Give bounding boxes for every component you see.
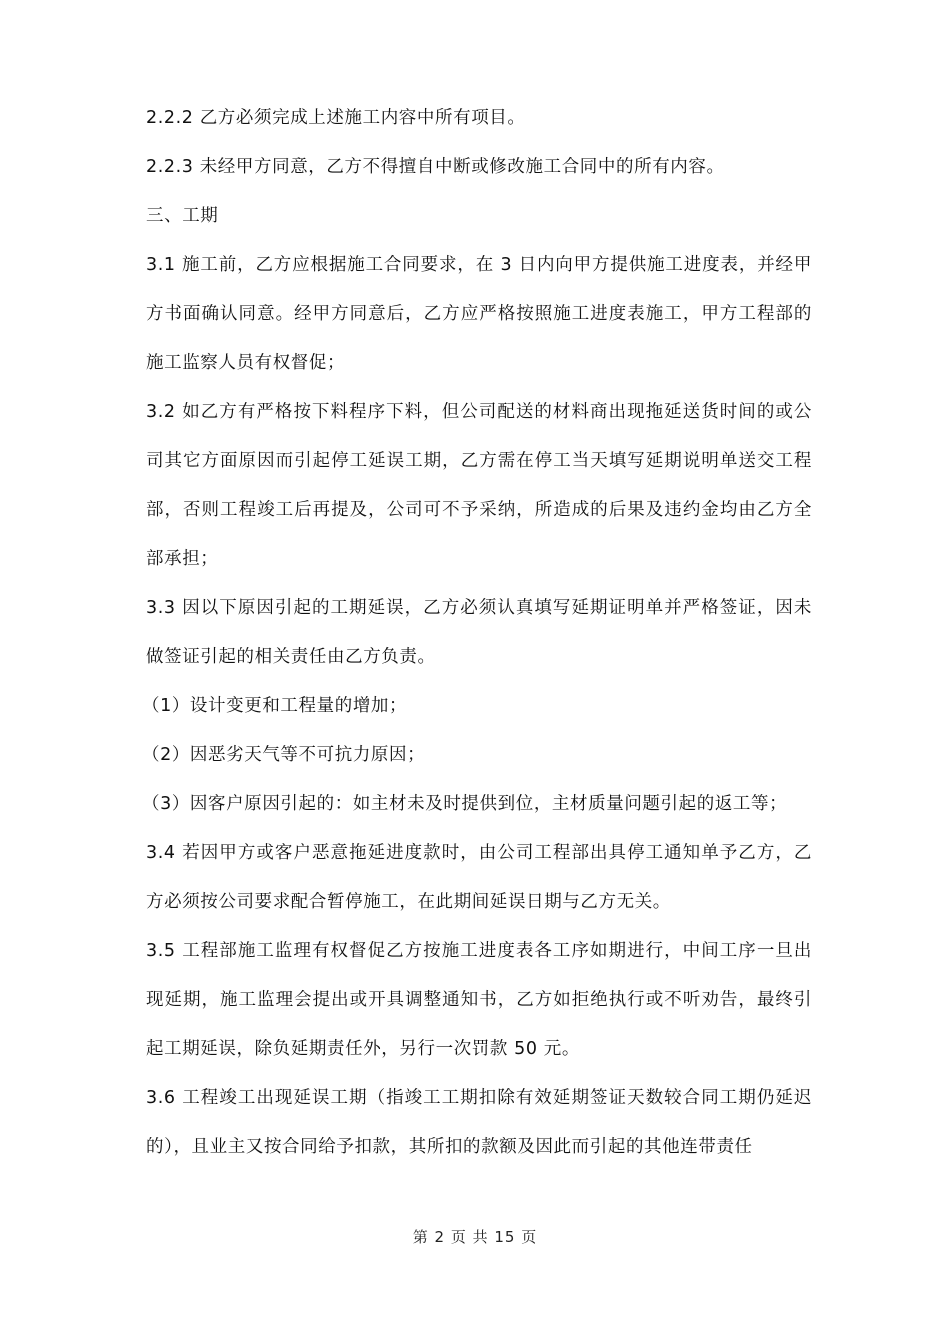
paragraph-3-3: 3.3 因以下原因引起的工期延误，乙方必须认真填写延期证明单并严格签证，因未做签证引起的相关责任由乙方负责。	[146, 598, 812, 667]
paragraph-3-2: 3.2 如乙方有严格按下料程序下料，但公司配送的材料商出现拖延送货时间的或公司其它方面原因而引起停工延误工期，乙方需在停工当天填写延期说明单送交工程部，否则工程竣工后再提及，公司可不予采纳，所造成的后果及违约金均由乙方全部承担；	[146, 402, 812, 569]
paragraph-3-6: 3.6 工程竣工出现延误工期（指竣工工期扣除有效延期签证天数较合同工期仍延迟的），且业主又按合同给予扣款，其所扣的款额及因此而引起的其他连带责任	[146, 1088, 812, 1157]
section-heading-schedule: 三、工期	[146, 206, 219, 226]
paragraph-3-1: 3.1 施工前，乙方应根据施工合同要求，在 3 日内向甲方提供施工进度表，并经甲方书面确认同意。经甲方同意后，乙方应严格按照施工进度表施工，甲方工程部的施工监察人员有权督促；	[146, 255, 812, 373]
list-item-2: （2）因恶劣天气等不可抗力原因；	[142, 745, 426, 765]
list-item-3: （3）因客户原因引起的：如主材未及时提供到位，主材质量问题引起的返工等；	[142, 794, 788, 814]
document-body	[142, 94, 812, 1172]
paragraph-3-4: 3.4 若因甲方或客户恶意拖延进度款时，由公司工程部出具停工通知单予乙方，乙方必须按公司要求配合暂停施工，在此期间延误日期与乙方无关。	[146, 843, 812, 912]
list-item-1: （1）设计变更和工程量的增加；	[142, 696, 408, 716]
paragraph-2-2-2: 2.2.2 乙方必须完成上述施工内容中所有项目。	[146, 108, 526, 128]
paragraph-3-5: 3.5 工程部施工监理有权督促乙方按施工进度表各工序如期进行，中间工序一旦出现延期，施工监理会提出或开具调整通知书，乙方如拒绝执行或不听劝告，最终引起工期延误，除负延期责任外，另行一次罚款 50 元。	[146, 941, 812, 1059]
page-number-footer: 第 2 页 共 15 页	[412, 1228, 538, 1246]
paragraph-2-2-3: 2.2.3 未经甲方同意，乙方不得擅自中断或修改施工合同中的所有内容。	[146, 157, 725, 177]
